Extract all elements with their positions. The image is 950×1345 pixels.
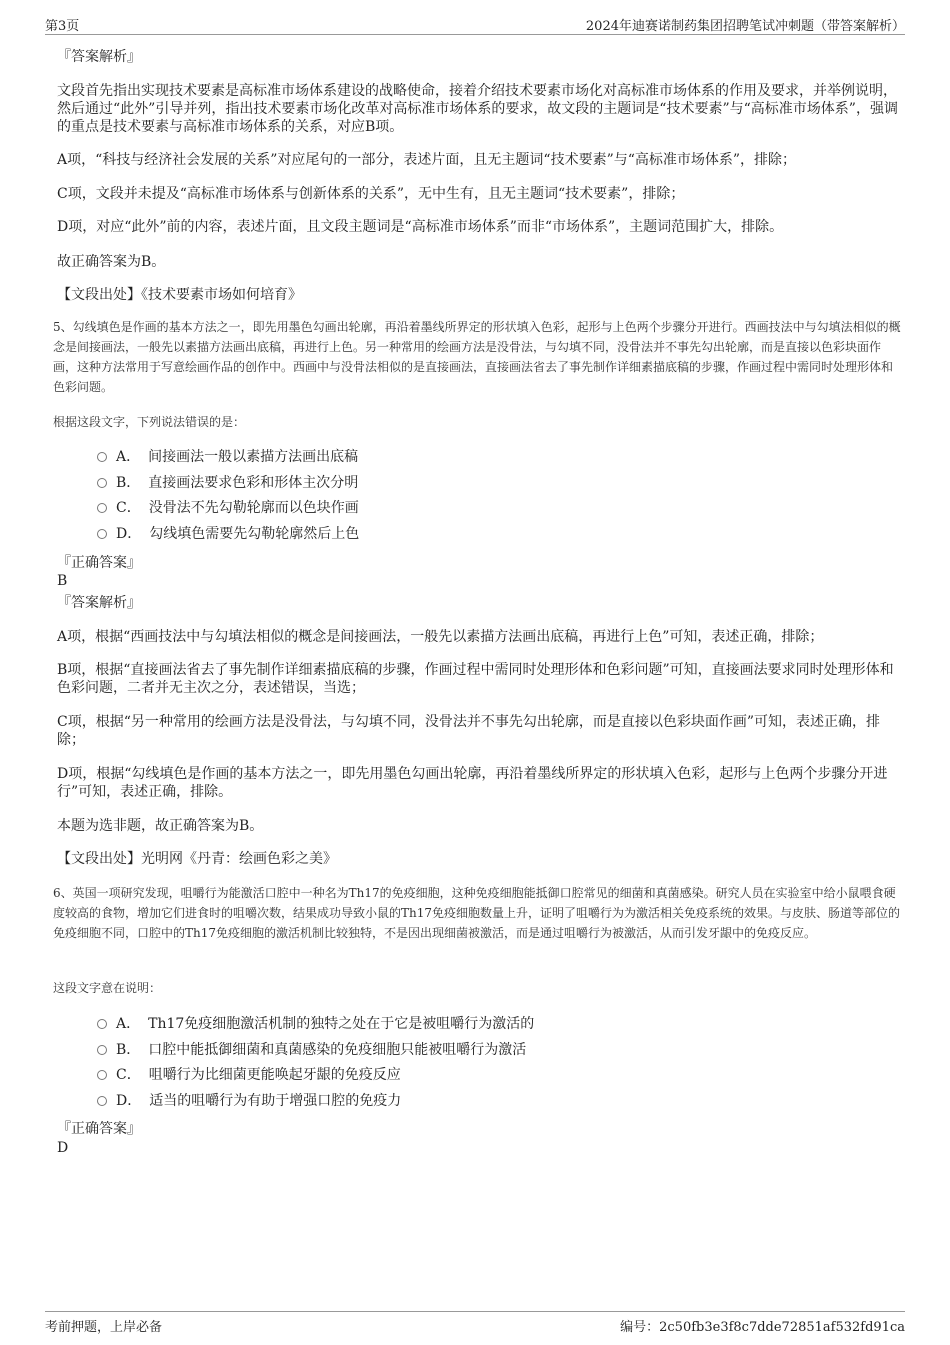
q5-answer: B: [57, 573, 68, 589]
radio-icon[interactable]: [97, 1045, 107, 1055]
q5-answer-label: 『正确答案』: [57, 555, 141, 571]
q6-stem: 6、英国一项研究发现，咀嚼行为能激活口腔中一种名为Th17的免疫细胞，这种免疫细胞能抵御口腔常见的细菌和真菌感染。研究人员在实验室中给小鼠喂食硬度较高的食物，增加它们进食时的咀嚼次数，结果成功导致小鼠的Th17免疫细胞数量上升，证明了咀嚼行为为激活相关免疫系统的效果。与皮肤、肠道等部位的免疫细胞不同，口腔中的Th17免疫细胞的激活机制比较独特，不是因出现细菌被激活，而是通过咀嚼行为被激活，从而引发牙龈中的免疫反应。: [53, 886, 901, 940]
document-title: 2024年迪赛诺制药集团招聘笔试冲刺题（带答案解析）: [585, 19, 905, 34]
radio-icon[interactable]: [97, 529, 107, 539]
q5-analysis-d: D项，根据“勾线填色是作画的基本方法之一，即先用墨色勾画出轮廓，再沿着墨线所界定的形状填入色彩，起形与上色两个步骤分开进行”可知，表述正确，排除。: [57, 766, 888, 800]
q5-source: 【文段出处】光明网《丹青：绘画色彩之美》: [57, 851, 337, 867]
q6-option-b[interactable]: B． 口腔中能抵御细菌和真菌感染的免疫细胞只能被咀嚼行为激活: [97, 1041, 526, 1059]
q6-answer-label: 『正确答案』: [57, 1121, 141, 1137]
radio-icon[interactable]: [97, 1070, 107, 1080]
page-number: 第3页: [45, 19, 80, 34]
q6-answer: D: [57, 1140, 69, 1156]
q4-conclusion: 故正确答案为B。: [57, 254, 166, 270]
q5-option-b[interactable]: B． 直接画法要求色彩和形体主次分明: [97, 474, 358, 492]
q5-conclusion: 本题为选非题，故正确答案为B。: [57, 818, 264, 834]
q4-analysis-d: D项，对应“此外”前的内容，表述片面，且文段主题词是“高标准市场体系”而非“市场体系”，主题词范围扩大，排除。: [57, 219, 784, 235]
q5-option-d[interactable]: D． 勾线填色需要先勾勒轮廓然后上色: [97, 525, 359, 543]
q5-analysis-a: A项，根据“西画技法中与勾填法相似的概念是间接画法，一般先以素描方法画出底稿，再进行上色”可知，表述正确，排除；: [57, 629, 824, 645]
q5-analysis-c: C项，根据“另一种常用的绘画方法是没骨法，与勾填不同，没骨法并不事先勾出轮廓，而是直接以色彩块面作画”可知，表述正确，排除；: [57, 714, 881, 748]
q4-source: 【文段出处】《技术要素市场如何培育》: [57, 287, 302, 303]
q5-stem: 5、勾线填色是作画的基本方法之一，即先用墨色勾画出轮廓，再沿着墨线所界定的形状填入色彩，起形与上色两个步骤分开进行。西画技法中与勾填法相似的概念是间接画法，一般先以素描方法画出底稿，再进行上色。另一种常用的绘画方法是没骨法，与勾填不同，没骨法并不事先勾出轮廓，而是直接以色彩块面作画，这种方法常用于写意绘画作品的创作中。西画中与没骨法相似的是直接画法，直接画法省去了事先制作详细素描底稿的步骤，作画过程中需同时处理形体和色彩问题。: [53, 320, 901, 394]
radio-icon[interactable]: [97, 503, 107, 513]
q4-analysis-c: C项，文段并未提及“高标准市场体系与创新体系的关系”，无中生有，且无主题词“技术要素”，排除；: [57, 186, 685, 202]
q5-option-a[interactable]: A． 间接画法一般以素描方法画出底稿: [97, 448, 358, 466]
q6-option-d[interactable]: D． 适当的咀嚼行为有助于增强口腔的免疫力: [97, 1092, 401, 1110]
q5-option-c[interactable]: C． 没骨法不先勾勒轮廓而以色块作画: [97, 499, 359, 517]
q4-analysis-main: 文段首先指出实现技术要素是高标准市场体系建设的战略使命，接着介绍技术要素市场化对高标准市场体系的作用及要求，并举例说明，然后通过“此外”引导并列，指出技术要素市场化改革对高标准市场体系的要求，故文段的主题词是“技术要素”与“高标准市场体系”，强调的重点是技术要素与高标准市场体系的关系，对应B项。: [57, 83, 898, 135]
page-header: [45, 14, 905, 35]
q4-analysis-a: A项，“科技与经济社会发展的关系”对应尾句的一部分，表述片面，且无主题词“技术要素”与“高标准市场体系”，排除；: [57, 152, 797, 168]
footer-slogan: 考前押题，上岸必备: [45, 1320, 163, 1335]
document-id: 编号：2c50fb3e3f8c7dde72851af532fd91ca: [620, 1320, 905, 1335]
radio-icon[interactable]: [97, 478, 107, 488]
q4-analysis-label: 『答案解析』: [57, 49, 141, 65]
radio-icon[interactable]: [97, 452, 107, 462]
q5-prompt: 根据这段文字，下列说法错误的是：: [53, 415, 246, 429]
q5-analysis-label: 『答案解析』: [57, 595, 141, 611]
q6-option-a[interactable]: A． Th17免疫细胞激活机制的独特之处在于它是被咀嚼行为激活的: [97, 1015, 534, 1033]
page-footer: [45, 1311, 905, 1336]
q5-analysis-b: B项，根据“直接画法省去了事先制作详细素描底稿的步骤，作画过程中需同时处理形体和色彩问题”可知，直接画法要求同时处理形体和色彩问题，二者并无主次之分，表述错误，当选；: [57, 662, 894, 696]
radio-icon[interactable]: [97, 1096, 107, 1106]
q6-option-c[interactable]: C． 咀嚼行为比细菌更能唤起牙龈的免疫反应: [97, 1066, 401, 1084]
radio-icon[interactable]: [97, 1019, 107, 1029]
q6-prompt: 这段文字意在说明：: [53, 981, 162, 995]
